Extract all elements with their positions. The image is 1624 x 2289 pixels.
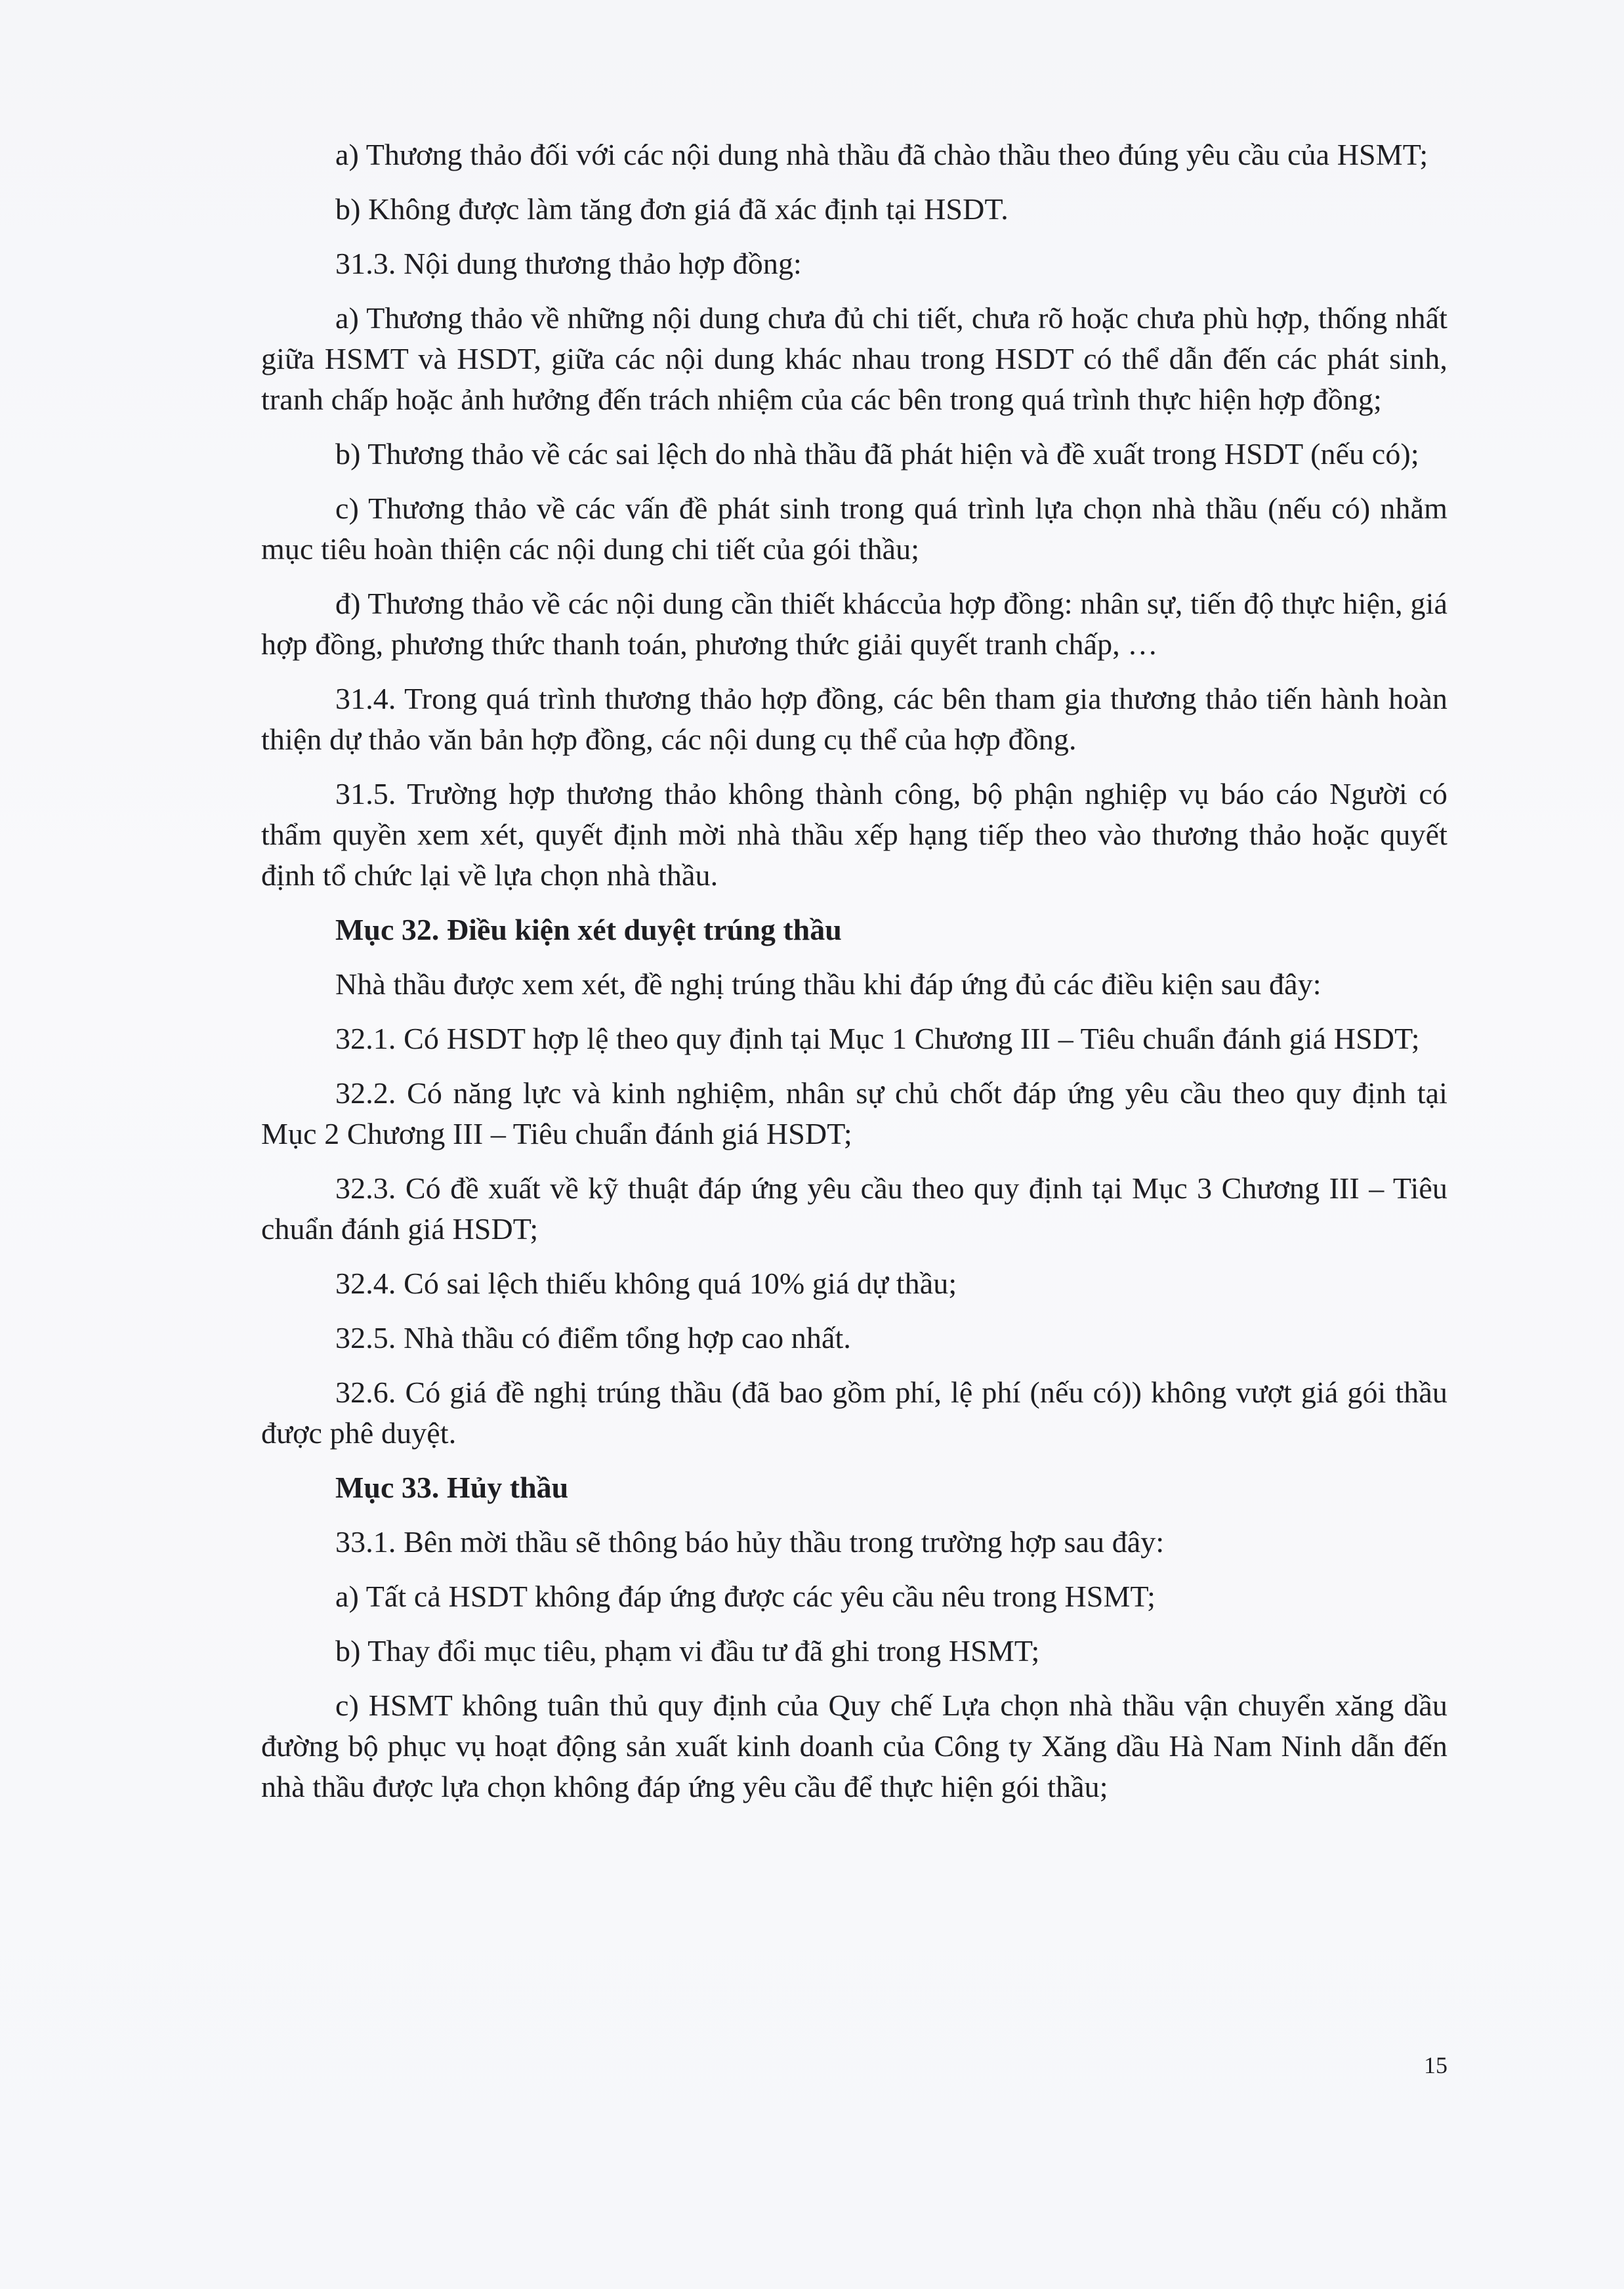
- paragraph: a) Thương thảo đối với các nội dung nhà thầu đã chào thầu theo đúng yêu cầu của HSMT;: [335, 138, 1428, 171]
- paragraph: 31.5. Trường hợp thương thảo không thành công, bộ phận nghiệp vụ báo cáo Người có thẩm quyền xem xét, quyết định mời nhà thầu xếp hạng tiếp theo vào thương thảo hoặc quyết định tổ chức lại về lựa chọn nhà thầu.: [261, 777, 1447, 892]
- paragraph: 32.1. Có HSDT hợp lệ theo quy định tại Mục 1 Chương III – Tiêu chuẩn đánh giá HSDT;: [335, 1022, 1420, 1055]
- paragraph: 32.6. Có giá đề nghị trúng thầu (đã bao gồm phí, lệ phí (nếu có)) không vượt giá gói thầu được phê duyệt.: [261, 1376, 1447, 1450]
- paragraph: a) Thương thảo về những nội dung chưa đủ chi tiết, chưa rõ hoặc chưa phù hợp, thống nhất giữa HSMT và HSDT, giữa các nội dung khác nhau trong HSDT có thể dẫn đến các phát sinh, tranh chấp hoặc ảnh hưởng đến trách nhiệm của các bên trong quá trình thực hiện hợp đồng;: [261, 301, 1447, 416]
- paragraph: Nhà thầu được xem xét, đề nghị trúng thầu khi đáp ứng đủ các điều kiện sau đây:: [335, 967, 1322, 1001]
- paragraph: 32.4. Có sai lệch thiếu không quá 10% giá dự thầu;: [335, 1267, 957, 1300]
- paragraph: 31.4. Trong quá trình thương thảo hợp đồng, các bên tham gia thương thảo tiến hành hoàn thiện dự thảo văn bản hợp đồng, các nội dung cụ thể của hợp đồng.: [261, 682, 1447, 756]
- paragraph: 31.3. Nội dung thương thảo hợp đồng:: [335, 247, 802, 280]
- paragraph: c) Thương thảo về các vấn đề phát sinh trong quá trình lựa chọn nhà thầu (nếu có) nhằm mục tiêu hoàn thiện các nội dung chi tiết của gói thầu;: [261, 492, 1447, 566]
- section-heading: Mục 33. Hủy thầu: [335, 1471, 569, 1504]
- paragraph: c) HSMT không tuân thủ quy định của Quy chế Lựa chọn nhà thầu vận chuyển xăng dầu đường bộ phục vụ hoạt động sản xuất kinh doanh của Công ty Xăng dầu Hà Nam Ninh dẫn đến nhà thầu được lựa chọn không đáp ứng yêu cầu để thực hiện gói thầu;: [261, 1689, 1447, 1803]
- section-heading: Mục 32. Điều kiện xét duyệt trúng thầu: [335, 913, 842, 946]
- paragraph: 32.5. Nhà thầu có điểm tổng hợp cao nhất.: [335, 1321, 851, 1354]
- paragraph: 32.3. Có đề xuất về kỹ thuật đáp ứng yêu cầu theo quy định tại Mục 3 Chương III – Tiêu chuẩn đánh giá HSDT;: [261, 1171, 1447, 1246]
- paragraph: b) Thương thảo về các sai lệch do nhà thầu đã phát hiện và đề xuất trong HSDT (nếu có);: [335, 437, 1419, 471]
- paragraph: đ) Thương thảo về các nội dung cần thiết kháccủa hợp đồng: nhân sự, tiến độ thực hiện, giá hợp đồng, phương thức thanh toán, phương thức giải quyết tranh chấp, …: [261, 587, 1447, 661]
- page-number: 15: [1424, 2052, 1447, 2078]
- page-body: [261, 135, 1447, 1821]
- paragraph: a) Tất cả HSDT không đáp ứng được các yêu cầu nêu trong HSMT;: [335, 1580, 1156, 1613]
- paragraph: 33.1. Bên mời thầu sẽ thông báo hủy thầu trong trường hợp sau đây:: [335, 1525, 1165, 1559]
- paragraph: 32.2. Có năng lực và kinh nghiệm, nhân sự chủ chốt đáp ứng yêu cầu theo quy định tại Mục 2 Chương III – Tiêu chuẩn đánh giá HSDT;: [261, 1076, 1447, 1150]
- paragraph: b) Không được làm tăng đơn giá đã xác định tại HSDT.: [335, 192, 1009, 226]
- paragraph: b) Thay đổi mục tiêu, phạm vi đầu tư đã ghi trong HSMT;: [335, 1634, 1040, 1668]
